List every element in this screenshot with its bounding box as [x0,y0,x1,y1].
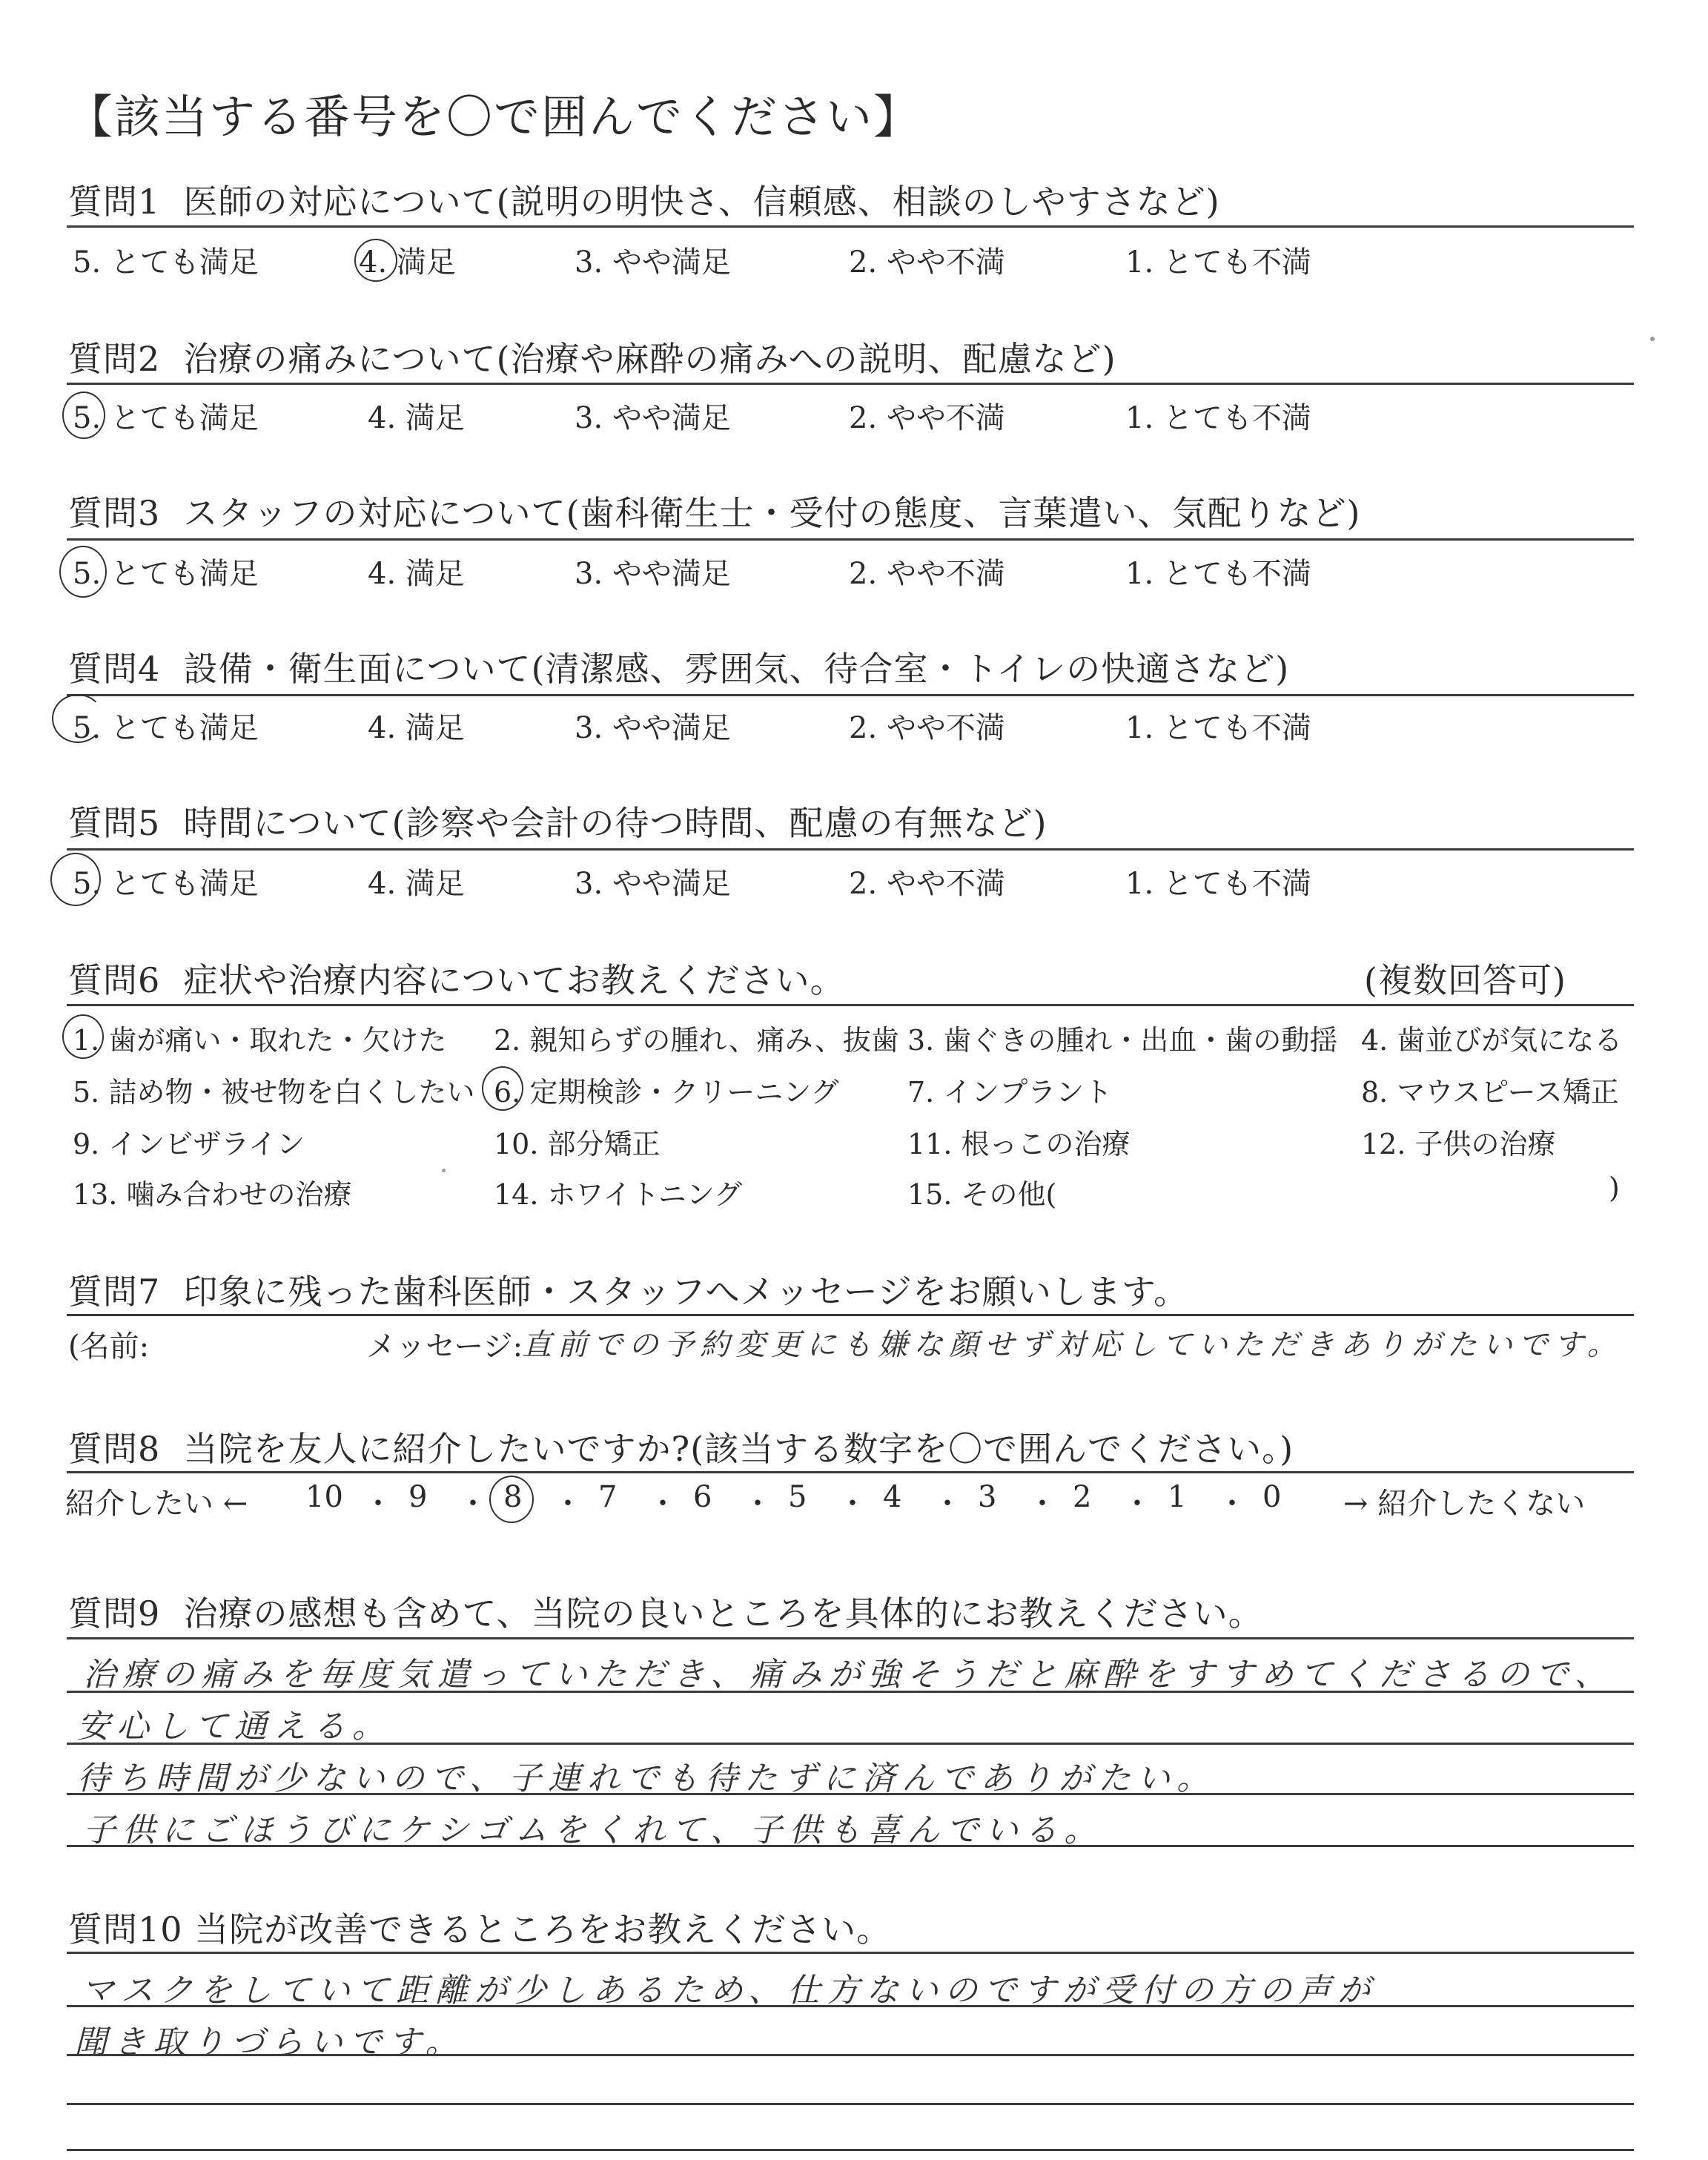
q5-option-2[interactable]: 2. やや不満 [849,867,1005,901]
q5-option-1[interactable]: 1. とても不満 [1125,867,1311,901]
q6-heading [68,954,845,1003]
q1-selection-circle [354,239,397,282]
q8-scale-1[interactable]: 1 [1168,1480,1187,1514]
q6-item-11[interactable]: 11. 根っこの治療 [907,1128,1131,1160]
scan-speck [1650,337,1655,341]
form-title: 【該当する番号を〇で囲んでください】 [67,90,921,144]
q8-scale-separator: ・ [743,1487,772,1521]
q8-scale-6[interactable]: 6 [693,1480,712,1514]
q10-text: 当院が改善できるところをお教えください。 [194,1909,892,1949]
q7-message-label: メッセージ: [366,1330,523,1364]
scan-speck [442,1169,446,1172]
q8-right-label: → 紹介したくない [1343,1487,1586,1521]
q6-item-2[interactable]: 2. 親知らずの腫れ、痛み、抜歯 [494,1024,899,1057]
q9-line-rule [67,1691,1634,1693]
q5-option-5[interactable]: 5. とても満足 [73,867,259,901]
q6-item-3[interactable]: 3. 歯ぐきの腫れ・出血・歯の動揺 [907,1024,1338,1057]
q4-option-3[interactable]: 3. やや満足 [575,711,731,745]
q3-heading [68,486,1361,535]
q6-selection-circle-6 [482,1066,523,1111]
q9-answer-line-2[interactable]: 安心して通える。 [77,1708,391,1745]
q9-text: 治療の感想も含めて、当院の良いところを具体的にお教えください。 [183,1593,1263,1634]
q2-option-1[interactable]: 1. とても不満 [1125,401,1311,435]
q6-item-6[interactable]: 6. 定期検診・クリーニング [494,1076,839,1109]
q5-option-4[interactable]: 4. 満足 [368,867,465,901]
q8-scale-separator: ・ [648,1487,678,1521]
q6-label: 質問6 [68,960,161,1000]
q3-text: スタッフの対応について(歯科衛生士・受付の態度、言葉遣い、気配りなど) [183,493,1361,533]
q8-scale-separator: ・ [458,1487,488,1521]
q5-heading [68,796,1047,845]
q7-heading [68,1265,1188,1314]
q6-item-1[interactable]: 1. 歯が痛い・取れた・欠けた [73,1024,447,1057]
q4-text: 設備・衛生面について(清潔感、雰囲気、待合室・トイレの快適さなど) [183,649,1290,689]
q4-rule [67,694,1634,696]
q8-heading [68,1422,1294,1471]
q3-selection-circle [59,546,107,598]
q2-option-5[interactable]: 5. とても満足 [73,401,259,435]
q6-item-15[interactable]: 15. その他( [907,1178,1057,1211]
q4-selection-circle [52,694,104,743]
q8-scale-9[interactable]: 9 [408,1480,428,1514]
q7-rule [67,1314,1634,1316]
q8-scale-separator: ・ [1122,1487,1152,1521]
q9-answer-line-1[interactable]: 治療の痛みを毎度気遣っていただき、痛みが強そうだと麻酔をすすめてくださるので、 [83,1656,1614,1694]
q8-scale-separator: ・ [363,1487,393,1521]
q1-heading [68,175,1220,224]
q8-left-label: 紹介したい ← [65,1487,248,1521]
q3-rule [67,538,1634,541]
q8-scale-separator: ・ [1217,1487,1247,1521]
q9-heading [68,1587,1263,1636]
q6-note: (複数回答可) [1364,960,1566,1000]
q8-scale-10[interactable]: 10 [305,1480,343,1514]
q6-item-12[interactable]: 12. 子供の治療 [1361,1128,1556,1160]
q4-heading [68,642,1289,691]
q3-label: 質問3 [68,493,161,533]
q1-label: 質問1 [68,182,161,222]
q5-text: 時間について(診察や会計の待つ時間、配慮の有無など) [183,803,1047,843]
q8-label: 質問8 [68,1429,161,1469]
q9-label: 質問9 [68,1593,161,1634]
q7-text: 印象に残った歯科医師・スタッフへメッセージをお願いします。 [183,1272,1189,1312]
q9-line-rule [67,1793,1634,1795]
q9-line-rule [67,1845,1634,1847]
q2-option-2[interactable]: 2. やや不満 [849,401,1005,435]
q5-rule [67,848,1634,851]
q4-option-2[interactable]: 2. やや不満 [849,711,1005,745]
q8-scale-separator: ・ [838,1487,867,1521]
q10-line-rule [67,2054,1634,2056]
q2-option-4[interactable]: 4. 満足 [368,401,465,435]
q6-item-7[interactable]: 7. インプラント [907,1076,1113,1109]
q6-item-14[interactable]: 14. ホワイトニング [494,1178,743,1211]
q9-answer-line-3[interactable]: 待ち時間が少ないので、子連れでも待たずに済んでありがたい。 [77,1760,1217,1797]
q1-option-4[interactable]: 4. 満足 [359,245,456,280]
q8-scale-8[interactable]: 8 [503,1480,523,1514]
q3-option-2[interactable]: 2. やや不満 [849,557,1005,591]
q10-answer-line-1[interactable]: マスクをしていて距離が少しあるため、仕方ないのですが受付の方の声が [82,1972,1377,2009]
q6-item-9[interactable]: 9. インビザライン [73,1128,305,1160]
q10-rule [67,1952,1634,1954]
q6-item-5[interactable]: 5. 詰め物・被せ物を白くしたい [73,1076,475,1109]
q10-label: 質問10 [68,1909,183,1949]
q2-selection-circle [62,392,105,439]
q9-line-rule [67,1743,1634,1745]
q10-line-rule [67,2103,1634,2105]
q6-item-13[interactable]: 13. 噛み合わせの治療 [73,1178,352,1211]
q1-option-3[interactable]: 3. やや満足 [575,245,731,280]
q6-rule [67,1004,1634,1006]
q2-option-3[interactable]: 3. やや満足 [575,401,731,435]
q5-option-3[interactable]: 3. やや満足 [575,867,731,901]
q3-option-4[interactable]: 4. 満足 [368,557,465,591]
q6-selection-circle-1 [62,1014,104,1059]
q6-text: 症状や治療内容についてお教えください。 [183,960,845,1000]
q1-option-2[interactable]: 2. やや不満 [849,245,1005,280]
q8-scale-0[interactable]: 0 [1262,1480,1282,1514]
q1-text: 医師の対応について(説明の明快さ、信頼感、相談のしやすさなど) [183,182,1220,222]
q7-name-label: (名前: [68,1330,150,1364]
q7-label: 質問7 [68,1272,161,1312]
q5-selection-circle [50,853,101,906]
q6-item-8[interactable]: 8. マウスピース矯正 [1361,1076,1619,1109]
q8-text: 当院を友人に紹介したいですか?(該当する数字を〇で囲んでください。) [183,1429,1294,1469]
q1-rule [67,225,1634,228]
q8-scale-7[interactable]: 7 [598,1480,618,1514]
q3-option-5[interactable]: 5. とても満足 [73,557,259,591]
q8-scale-3[interactable]: 3 [978,1480,997,1514]
q6-item-15-close: ) [1609,1172,1620,1204]
q2-heading [68,332,1116,381]
q8-scale-separator: ・ [553,1487,583,1521]
q2-label: 質問2 [68,339,161,379]
q8-rule [67,1471,1634,1473]
q7-message[interactable]: 直前での予約変更にも嫌な顔せず対応していただきありがたいです。 [522,1328,1623,1362]
q9-answer-line-4[interactable]: 子供にごほうびにケシゴムをくれて、子供も喜んでいる。 [83,1811,1104,1849]
q4-label: 質問4 [68,649,161,689]
q10-answer-line-2[interactable]: 聞き取りづらいです。 [74,2024,465,2061]
q5-label: 質問5 [68,803,161,843]
q9-rule [67,1637,1634,1639]
q4-option-4[interactable]: 4. 満足 [368,711,465,745]
q6-item-4[interactable]: 4. 歯並びが気になる [1361,1024,1623,1057]
q10-heading [68,1903,891,1952]
q8-selection-circle [489,1476,534,1523]
q8-scale-5[interactable]: 5 [788,1480,807,1514]
q4-option-1[interactable]: 1. とても不満 [1125,711,1311,745]
q8-scale-separator: ・ [1027,1487,1057,1521]
q10-line-rule [67,2005,1634,2007]
q10-line-rule [67,2149,1634,2151]
q1-option-5[interactable]: 5. とても満足 [73,245,259,280]
q8-scale-2[interactable]: 2 [1073,1480,1092,1514]
q6-item-10[interactable]: 10. 部分矯正 [494,1128,661,1160]
q1-option-1[interactable]: 1. とても不満 [1125,245,1311,280]
q3-option-3[interactable]: 3. やや満足 [575,557,731,591]
q8-scale-separator: ・ [933,1487,962,1521]
q2-text: 治療の痛みについて(治療や麻酔の痛みへの説明、配慮など) [183,339,1116,379]
q2-rule [67,383,1634,385]
q3-option-1[interactable]: 1. とても不満 [1125,557,1311,591]
q4-option-5[interactable]: 5. とても満足 [73,711,259,745]
q8-scale-4[interactable]: 4 [883,1480,902,1514]
